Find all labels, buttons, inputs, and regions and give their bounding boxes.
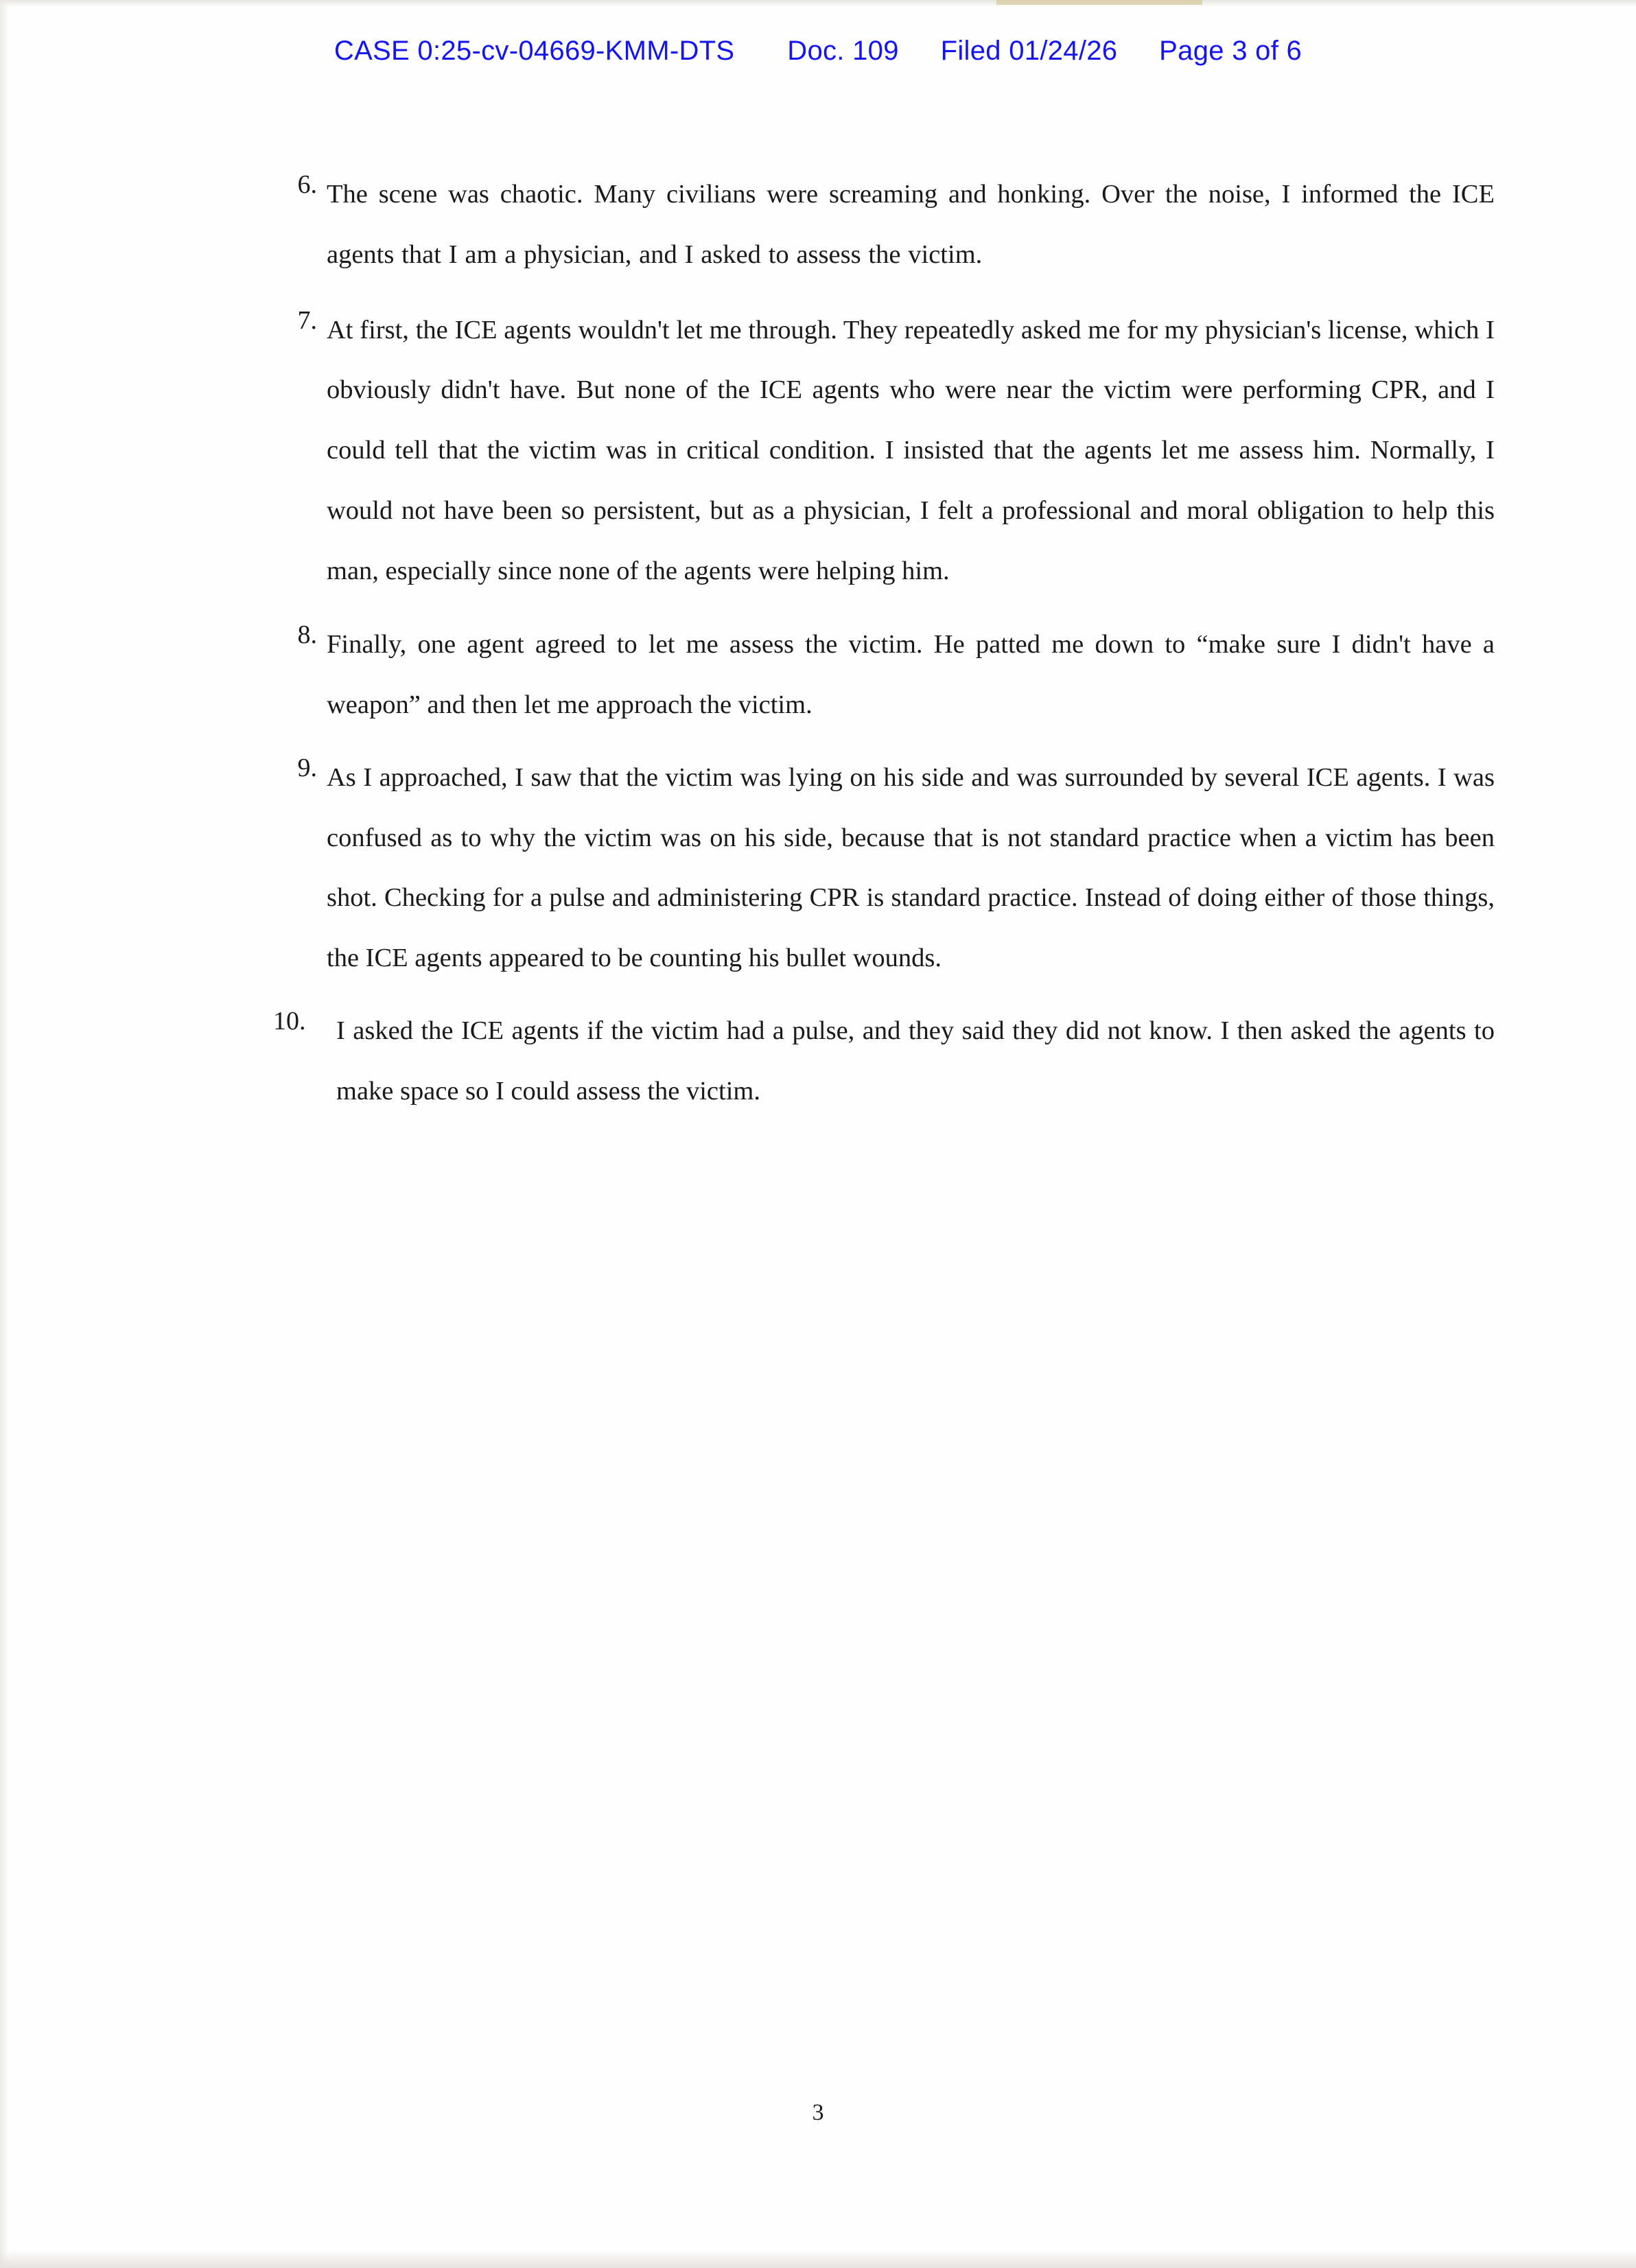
page-number: 3 xyxy=(812,2100,824,2125)
top-stamp-sliver xyxy=(996,0,1202,5)
numbered-paragraph xyxy=(273,1001,1495,1122)
paragraph-number: 8. xyxy=(297,620,317,650)
paragraph-text: I asked the ICE agents if the victim had a pulse, and they said they did not know. I then asked the agents to make space so I could assess the victim. xyxy=(336,1016,1495,1106)
paragraph-number: 6. xyxy=(297,170,317,199)
paragraph-number: 7. xyxy=(297,305,317,335)
numbered-paragraph xyxy=(273,748,1495,989)
numbered-paragraph xyxy=(273,165,1495,285)
scan-edge-left xyxy=(0,0,8,2268)
numbered-paragraph xyxy=(273,301,1495,602)
header-filed-date: Filed 01/24/26 xyxy=(940,36,1118,66)
scan-edge-bottom xyxy=(0,2250,1636,2268)
paragraph-text: As I approached, I saw that the victim was lying on his side and was surrounded by several ICE agents. I was confused as to why the victim was on his side, because that is not standard practice when a victim has been shot. Checking for a pulse and administering CPR is standard practice. Instead of doing either of those things, the ICE agents appeared to be counting his bullet wounds. xyxy=(327,762,1495,973)
header-doc-number: Doc. 109 xyxy=(787,36,899,66)
header-page-count: Page 3 of 6 xyxy=(1159,36,1302,66)
paragraph-number: 9. xyxy=(297,753,317,782)
court-ecf-header xyxy=(0,36,1636,67)
paragraph-number: 10. xyxy=(273,1006,306,1036)
paragraph-text: The scene was chaotic. Many civilians were screaming and honking. Over the noise, I informed the ICE agents that I am a physician, and I asked to assess the victim. xyxy=(327,180,1495,269)
header-case-number: CASE 0:25-cv-04669-KMM-DTS xyxy=(334,36,735,66)
paragraph-text: Finally, one agent agreed to let me assess the victim. He patted me down to “make sure I didn't have a weapon” and then let me approach the victim. xyxy=(327,630,1495,720)
numbered-paragraph xyxy=(273,615,1495,736)
scan-edge-top xyxy=(0,0,1636,7)
document-body xyxy=(273,165,1495,1131)
paragraph-text: At first, the ICE agents wouldn't let me through. They repeatedly asked me for my physician's license, which I obviously didn't have. But none of the ICE agents who were near the victim were performing CPR, and I could tell that the victim was in critical condition. I insisted that the agents let me assess him. Normally, I would not have been so persistent, but as a physician, I felt a professional and moral obligation to help this man, especially since none of the agents were helping him. xyxy=(327,315,1495,585)
